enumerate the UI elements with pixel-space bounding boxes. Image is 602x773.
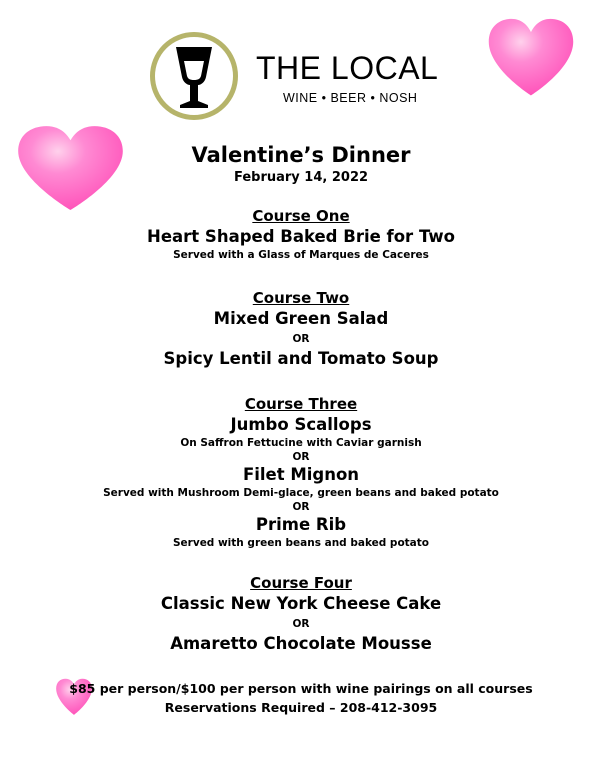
dish: Heart Shaped Baked Brie for Two: [147, 227, 455, 246]
wine-glass-icon: [173, 45, 215, 109]
dish: Mixed Green Salad: [213, 309, 389, 328]
menu-title: Valentine’s Dinner: [191, 143, 411, 167]
dish: Classic New York Cheese Cake: [160, 594, 442, 613]
dish: Spicy Lentil and Tomato Soup: [163, 349, 439, 368]
dish: Jumbo Scallops: [230, 415, 372, 434]
restaurant-logo: [150, 32, 460, 128]
or-separator: OR: [292, 618, 310, 630]
course-three-heading: Course Three: [244, 395, 358, 413]
dish: Amaretto Chocolate Mousse: [170, 634, 432, 653]
course-four-heading: Course Four: [250, 574, 352, 592]
dish: Prime Rib: [255, 515, 347, 534]
dish-description: Served with Mushroom Demi-glace, green beans and baked potato: [103, 487, 499, 499]
menu-date: February 14, 2022: [233, 170, 369, 185]
or-separator: OR: [292, 333, 310, 345]
dish-description: Served with green beans and baked potato: [172, 537, 429, 549]
course-two-heading: Course Two: [252, 289, 350, 307]
logo-tagline: WINE • BEER • NOSH: [283, 91, 418, 105]
menu: [0, 140, 602, 717]
dish-description: On Saffron Fettucine with Caviar garnish: [180, 437, 422, 449]
course-one-heading: Course One: [252, 207, 350, 225]
heart-icon-top-right: [487, 18, 575, 97]
dish-description: Served with a Glass of Marques de Caceres: [173, 249, 429, 261]
or-separator: OR: [292, 451, 310, 463]
pricing-text: $85 per person/$100 per person with wine pairings on all courses: [69, 681, 533, 696]
dish: Filet Mignon: [242, 465, 360, 484]
or-separator: OR: [292, 501, 310, 513]
logo-name: THE LOCAL: [256, 50, 439, 86]
reservations-text: Reservations Required – 208-412-3095: [164, 700, 438, 715]
